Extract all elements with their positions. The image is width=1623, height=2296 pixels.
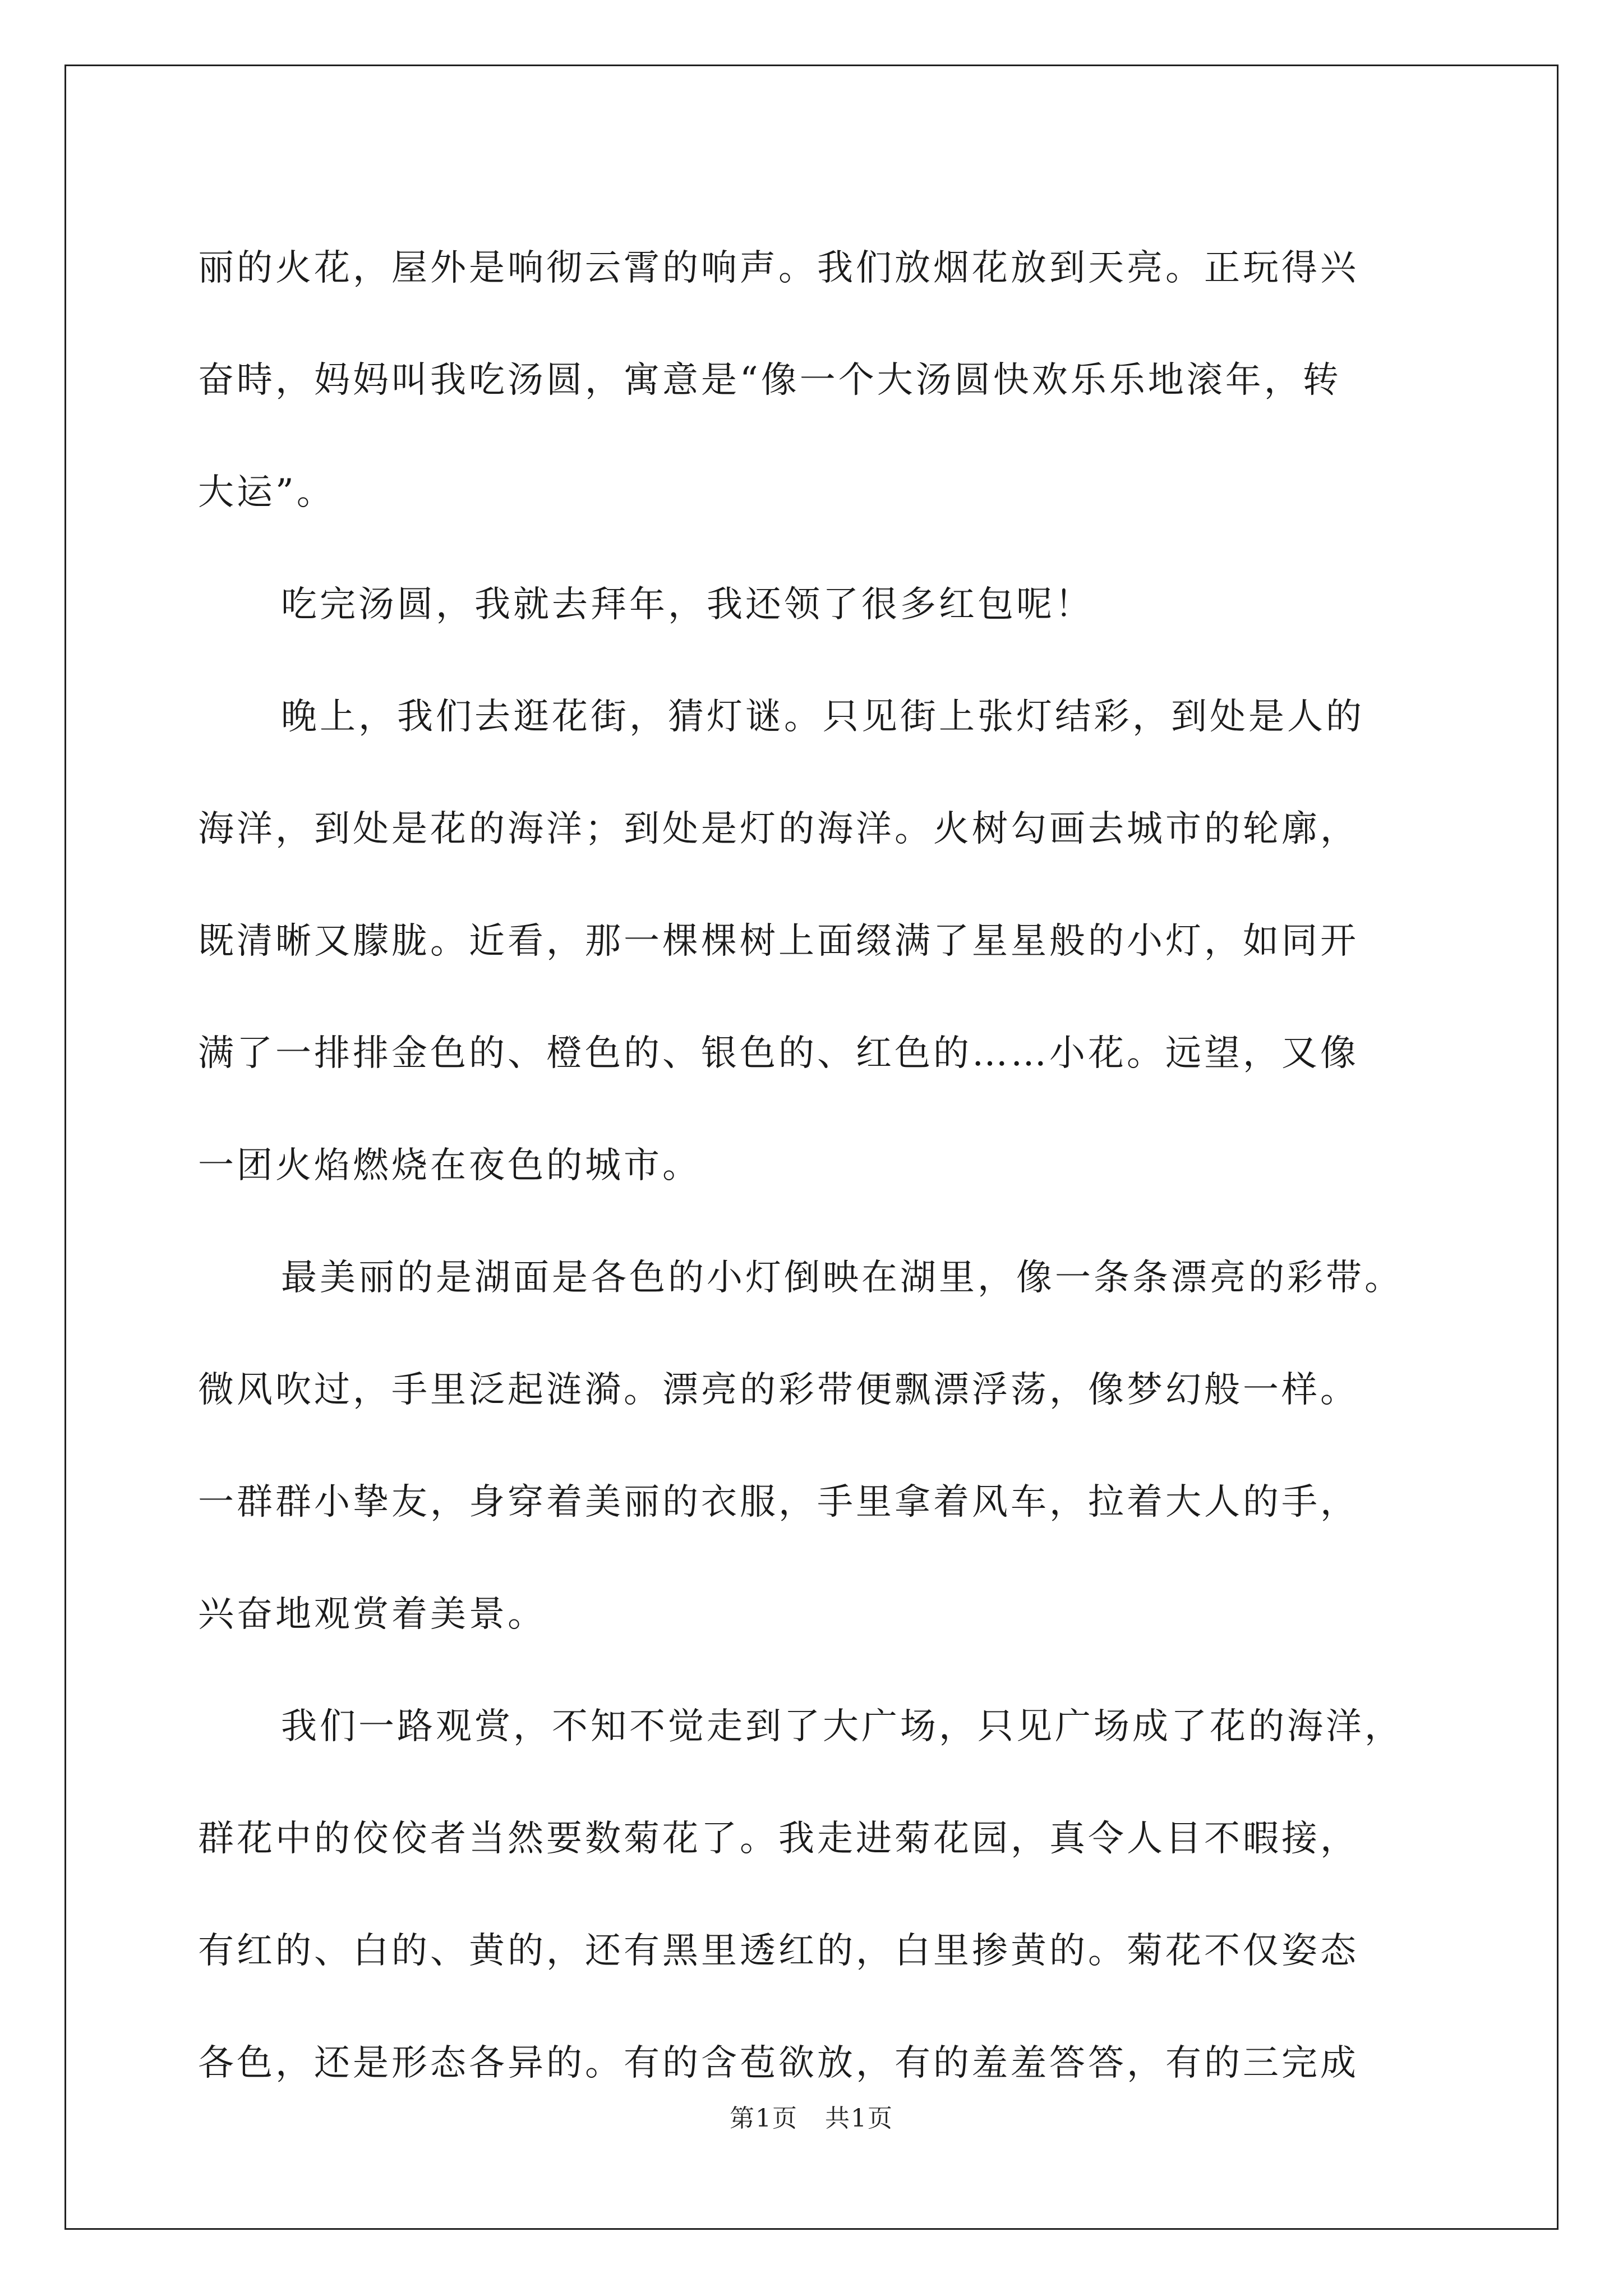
text-line-14: 我们一路观赏，不知不觉走到了大广场，只见广场成了花的海洋， xyxy=(281,1706,1403,1747)
text-line-3: 大运”。 xyxy=(198,472,335,513)
text-line-16: 有红的、白的、黄的，还有黑里透红的，白里掺黄的。菊花不仅姿态 xyxy=(198,1930,1359,1972)
document-body xyxy=(198,212,1431,2119)
text-line-4: 吃完汤圆，我就去拜年，我还领了很多红包呢！ xyxy=(281,584,1094,625)
text-line-13: 兴奋地观赏着美景。 xyxy=(198,1594,546,1635)
text-line-7: 既清晰又朦胧。近看，那一棵棵树上面缀满了星星般的小灯，如同开 xyxy=(198,921,1359,962)
text-line-9: 一团火焰燃烧在夜色的城市。 xyxy=(198,1145,701,1186)
text-line-2: 奋時，妈妈叫我吃汤圆，寓意是“像一个大汤圆快欢乐乐地滚年，转 xyxy=(198,360,1341,401)
text-line-17: 各色，还是形态各异的。有的含苞欲放，有的羞羞答答，有的三完成 xyxy=(198,2042,1359,2084)
text-line-10: 最美丽的是湖面是各色的小灯倒映在湖里，像一条条漂亮的彩带。 xyxy=(281,1257,1403,1299)
text-line-8: 满了一排排金色的、橙色的、银色的、红色的……小花。远望，又像 xyxy=(198,1033,1359,1074)
page-footer xyxy=(0,2098,1623,2134)
text-line-5: 晚上，我们去逛花街，猜灯谜。只见街上张灯结彩，到处是人的 xyxy=(281,696,1364,738)
text-line-11: 微风吹过，手里泛起涟漪。漂亮的彩带便飘漂浮荡，像梦幻般一样。 xyxy=(198,1369,1359,1411)
page-number: 第1页 xyxy=(730,2104,798,2133)
text-line-1: 丽的火花，屋外是响彻云霄的响声。我们放烟花放到天亮。正玩得兴 xyxy=(198,247,1359,289)
text-line-6: 海洋，到处是花的海洋；到处是灯的海洋。火树勾画去城市的轮廓， xyxy=(198,808,1359,850)
text-line-15: 群花中的佼佼者当然要数菊花了。我走进菊花园，真令人目不暇接， xyxy=(198,1818,1359,1860)
text-line-12: 一群群小挚友，身穿着美丽的衣服，手里拿着风车，拉着大人的手， xyxy=(198,1481,1359,1523)
page-total: 共1页 xyxy=(825,2104,893,2133)
